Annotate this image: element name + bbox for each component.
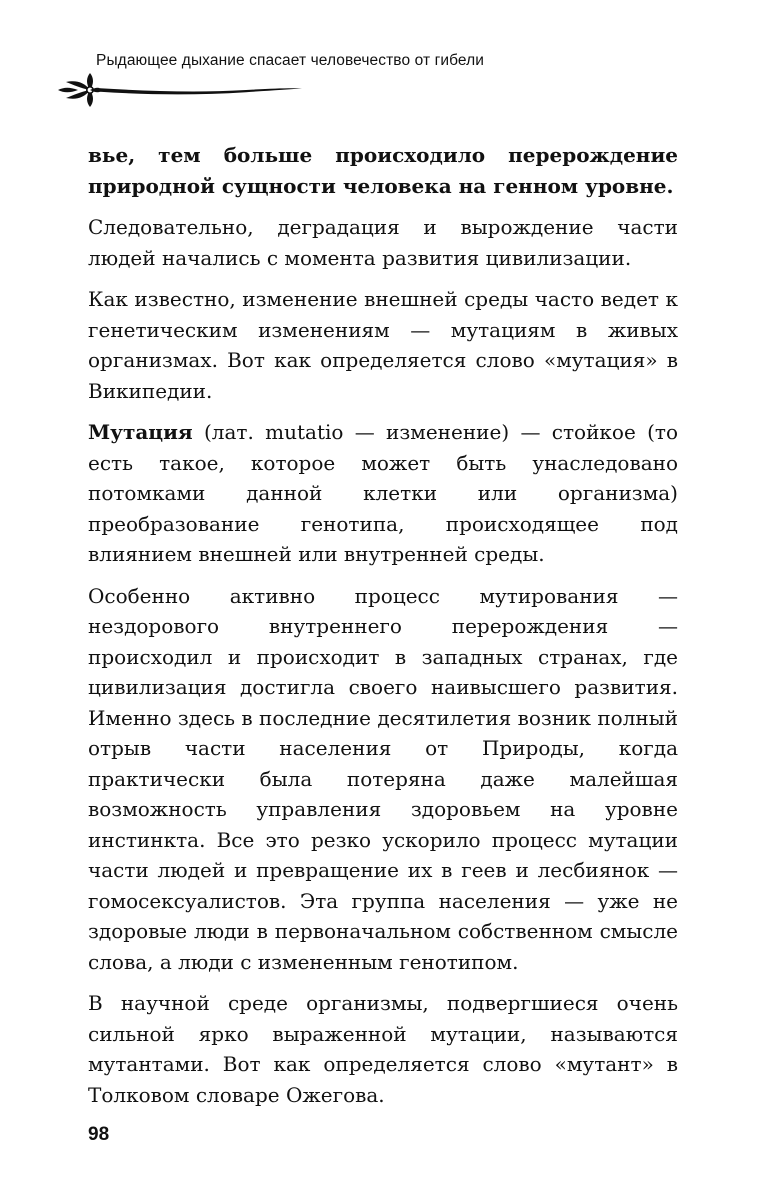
definition-text: (лат. mutatio — изменение) — стойкое (то есть такое, которое может быть унаследовано потомками данной клетки или организма) преобразование генотипа, происходящее под влиянием внешней или внутренней среды. (88, 420, 678, 566)
page-number: 98 (88, 1124, 110, 1145)
page-text (88, 140, 678, 1110)
body-paragraph: В научной среде организмы, подвергшиеся очень сильной ярко выраженной мутации, называются мутантами. Вот как определяется слово «мутант» в Толковом словаре Ожегова. (88, 991, 678, 1107)
running-head-title: Рыдающее дыхание спасает человечество от гибели (96, 52, 484, 69)
definition-term: Мутация (88, 420, 193, 444)
body-paragraph: Особенно активно процесс мутирования — нездорового внутреннего перерождения — происходил и происходит в западных странах, где цивилизация достигла своего наивысшего развития. Именно здесь в последние десятилетия возник полный отрыв части населения от Природы, когда практически была потеряна даже малейшая возможность управления здоровьем на уровне инстинкта. Все это резко ускорило процесс мутации части людей и превращение их в геев и лесбиянок — гомосексуалистов. Эта группа населения — уже не здоровые люди в первоначальном собственном смысле слова, а люди с измененным генотипом. (88, 583, 678, 974)
body-paragraph: Как известно, изменение внешней среды часто ведет к генетическим изменениям — мутациям в живых организмах. Вот как определяется слово «мутация» в Википедии. (88, 287, 678, 403)
definition-paragraph (88, 417, 678, 570)
body-paragraph: Следовательно, деградация и вырождение части людей начались с момента развития цивилизации. (88, 215, 678, 270)
bold-continuation-paragraph: вье, тем больше происходило перерождение природной сущности человека на генном уровне. (88, 143, 678, 198)
floral-swash-ornament-icon (56, 72, 306, 108)
